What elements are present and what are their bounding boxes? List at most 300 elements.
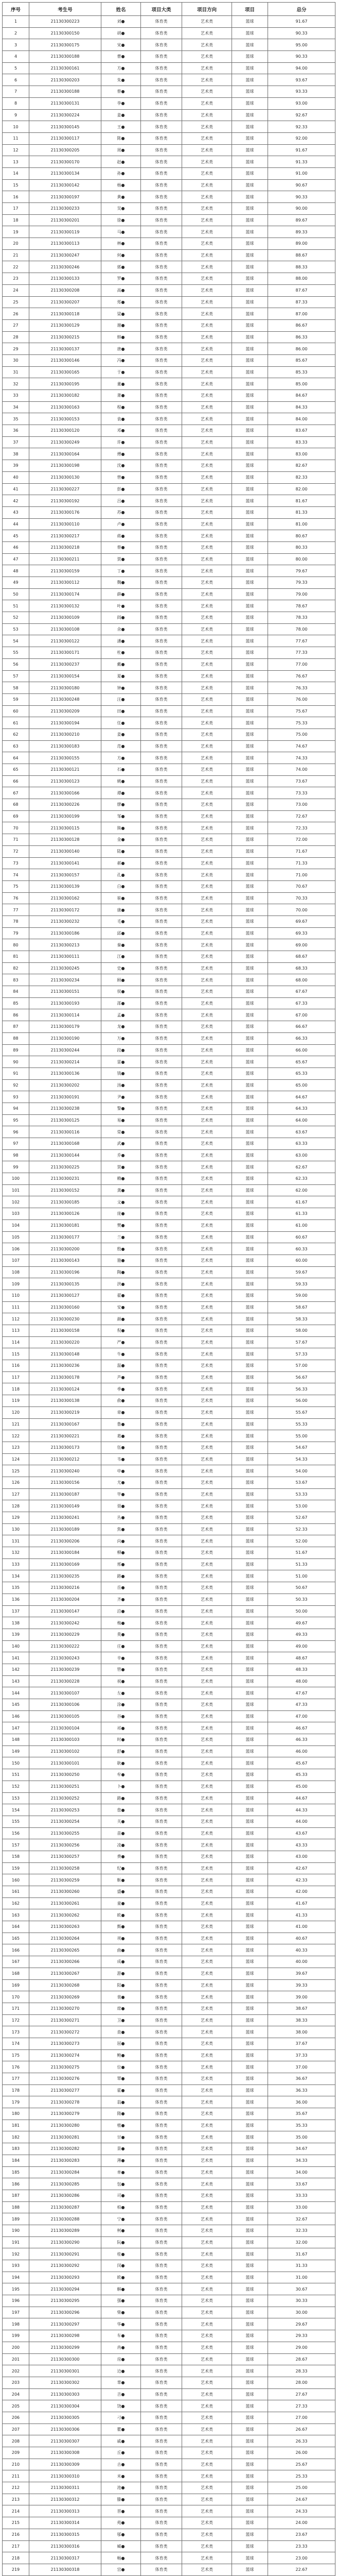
cell-exam-id: 21130300160 xyxy=(29,1301,101,1313)
cell-item: 篮球 xyxy=(232,1488,268,1500)
cell-item: 篮球 xyxy=(232,74,268,86)
table-row xyxy=(3,331,335,343)
cell-seq: 35 xyxy=(3,413,29,425)
cell-category: 体育类 xyxy=(141,541,182,553)
cell-category: 体育类 xyxy=(141,1313,182,1325)
cell-direction: 艺术类 xyxy=(182,1044,232,1056)
cell-score: 27.00 xyxy=(268,2412,335,2424)
cell-exam-id: 21130300246 xyxy=(29,261,101,273)
cell-category: 体育类 xyxy=(141,1500,182,1512)
cell-exam-id: 21130300260 xyxy=(29,1886,101,1898)
cell-item: 篮球 xyxy=(232,1734,268,1746)
cell-name: 蔡● xyxy=(101,86,141,98)
table-row xyxy=(3,1886,335,1898)
cell-exam-id: 21130300163 xyxy=(29,401,101,413)
cell-item: 篮球 xyxy=(232,366,268,378)
cell-item: 篮球 xyxy=(232,51,268,63)
cell-item: 篮球 xyxy=(232,27,268,39)
cell-exam-id: 21130300215 xyxy=(29,331,101,343)
cell-score: 90.33 xyxy=(268,51,335,63)
cell-item: 篮球 xyxy=(232,2435,268,2447)
cell-exam-id: 21130300200 xyxy=(29,1243,101,1255)
cell-direction: 艺术类 xyxy=(182,1827,232,1839)
cell-item: 篮球 xyxy=(232,378,268,390)
cell-seq: 159 xyxy=(3,1862,29,1874)
cell-name: 叶● xyxy=(101,600,141,612)
table-row xyxy=(3,1255,335,1266)
cell-score: 29.00 xyxy=(268,2342,335,2353)
table-row xyxy=(3,658,335,670)
table-row xyxy=(3,2529,335,2540)
cell-category: 体育类 xyxy=(141,1032,182,1044)
cell-category: 体育类 xyxy=(141,2131,182,2143)
cell-item: 篮球 xyxy=(232,390,268,402)
table-row xyxy=(3,1979,335,1991)
cell-score: 83.33 xyxy=(268,436,335,448)
cell-item: 篮球 xyxy=(232,401,268,413)
cell-exam-id: 21130300255 xyxy=(29,1827,101,1839)
cell-exam-id: 21130300123 xyxy=(29,775,101,787)
cell-name: 时● xyxy=(101,1734,141,1746)
cell-name: 丁● xyxy=(101,565,141,577)
cell-seq: 216 xyxy=(3,2529,29,2540)
cell-exam-id: 21130300281 xyxy=(29,2131,101,2143)
cell-seq: 11 xyxy=(3,132,29,144)
header-name: 姓名 xyxy=(101,3,141,16)
cell-score: 62.33 xyxy=(268,1173,335,1185)
table-row xyxy=(3,1126,335,1138)
cell-score: 67.00 xyxy=(268,1009,335,1021)
cell-exam-id: 21130300294 xyxy=(29,2283,101,2295)
cell-category: 体育类 xyxy=(141,658,182,670)
cell-seq: 39 xyxy=(3,460,29,472)
cell-item: 篮球 xyxy=(232,1430,268,1442)
cell-name: 文● xyxy=(101,1196,141,1208)
cell-category: 体育类 xyxy=(141,553,182,565)
cell-category: 体育类 xyxy=(141,249,182,261)
table-row xyxy=(3,506,335,518)
cell-category: 体育类 xyxy=(141,1594,182,1605)
table-row xyxy=(3,460,335,472)
cell-seq: 44 xyxy=(3,518,29,530)
cell-exam-id: 21130300174 xyxy=(29,588,101,600)
cell-category: 体育类 xyxy=(141,1325,182,1337)
cell-seq: 38 xyxy=(3,448,29,460)
table-row xyxy=(3,565,335,577)
cell-score: 82.67 xyxy=(268,460,335,472)
table-row xyxy=(3,471,335,483)
cell-direction: 艺术类 xyxy=(182,1079,232,1091)
cell-name: 华● xyxy=(101,2318,141,2330)
cell-exam-id: 21130300196 xyxy=(29,1266,101,1278)
cell-item: 篮球 xyxy=(232,1056,268,1068)
cell-name: 蔡● xyxy=(101,541,141,553)
cell-seq: 105 xyxy=(3,1231,29,1243)
cell-seq: 1 xyxy=(3,16,29,28)
cell-name: 卜● xyxy=(101,1781,141,1792)
cell-item: 篮球 xyxy=(232,425,268,437)
cell-exam-id: 21130300133 xyxy=(29,273,101,285)
cell-direction: 艺术类 xyxy=(182,1056,232,1068)
table-row xyxy=(3,1617,335,1629)
cell-item: 篮球 xyxy=(232,1991,268,2003)
cell-exam-id: 21130300247 xyxy=(29,249,101,261)
cell-direction: 艺术类 xyxy=(182,2552,232,2564)
cell-seq: 108 xyxy=(3,1266,29,1278)
cell-seq: 128 xyxy=(3,1500,29,1512)
table-row xyxy=(3,1138,335,1150)
cell-category: 体育类 xyxy=(141,2084,182,2096)
cell-category: 体育类 xyxy=(141,1418,182,1430)
cell-exam-id: 21130300205 xyxy=(29,144,101,156)
cell-exam-id: 21130300182 xyxy=(29,390,101,402)
header-exam-id: 考生号 xyxy=(29,3,101,16)
cell-exam-id: 21130300239 xyxy=(29,1664,101,1675)
cell-name: 秦● xyxy=(101,939,141,951)
table-row xyxy=(3,2482,335,2494)
cell-seq: 12 xyxy=(3,144,29,156)
cell-category: 体育类 xyxy=(141,2283,182,2295)
cell-direction: 艺术类 xyxy=(182,378,232,390)
cell-seq: 51 xyxy=(3,600,29,612)
cell-score: 36.67 xyxy=(268,2073,335,2085)
cell-score: 41.33 xyxy=(268,1909,335,1921)
cell-name: 谭● xyxy=(101,787,141,799)
cell-direction: 艺术类 xyxy=(182,658,232,670)
cell-item: 篮球 xyxy=(232,2213,268,2225)
cell-score: 60.00 xyxy=(268,1255,335,1266)
table-row xyxy=(3,1968,335,1979)
cell-category: 体育类 xyxy=(141,1149,182,1161)
cell-exam-id: 21130300307 xyxy=(29,2435,101,2447)
cell-score: 50.00 xyxy=(268,1605,335,1617)
cell-name: 柳● xyxy=(101,1547,141,1559)
cell-category: 体育类 xyxy=(141,1979,182,1991)
cell-name: 刁● xyxy=(101,2412,141,2424)
table-row xyxy=(3,2260,335,2272)
cell-direction: 艺术类 xyxy=(182,1465,232,1477)
cell-exam-id: 21130300264 xyxy=(29,1933,101,1944)
cell-category: 体育类 xyxy=(141,986,182,998)
cell-score: 45.67 xyxy=(268,1757,335,1769)
table-row xyxy=(3,2190,335,2201)
cell-item: 篮球 xyxy=(232,974,268,986)
cell-item: 篮球 xyxy=(232,62,268,74)
cell-seq: 126 xyxy=(3,1477,29,1488)
table-row xyxy=(3,436,335,448)
cell-name: 温● xyxy=(101,1360,141,1372)
table-row xyxy=(3,2424,335,2435)
cell-item: 篮球 xyxy=(232,541,268,553)
cell-direction: 艺术类 xyxy=(182,273,232,285)
cell-category: 体育类 xyxy=(141,2003,182,2014)
cell-seq: 167 xyxy=(3,1956,29,1968)
cell-name: 程● xyxy=(101,401,141,413)
cell-seq: 94 xyxy=(3,1103,29,1114)
cell-seq: 197 xyxy=(3,2307,29,2318)
cell-exam-id: 21130300199 xyxy=(29,810,101,822)
cell-name: 董● xyxy=(101,378,141,390)
cell-seq: 66 xyxy=(3,775,29,787)
table-row xyxy=(3,1582,335,1594)
cell-name: 位● xyxy=(101,2061,141,2073)
cell-category: 体育类 xyxy=(141,401,182,413)
cell-exam-id: 21130300189 xyxy=(29,1523,101,1535)
cell-direction: 艺术类 xyxy=(182,647,232,659)
cell-direction: 艺术类 xyxy=(182,588,232,600)
cell-name: 孟● xyxy=(101,1009,141,1021)
cell-seq: 174 xyxy=(3,2038,29,2049)
table-row xyxy=(3,1371,335,1383)
cell-category: 体育类 xyxy=(141,1360,182,1372)
cell-exam-id: 21130300190 xyxy=(29,1032,101,1044)
cell-seq: 162 xyxy=(3,1897,29,1909)
cell-direction: 艺术类 xyxy=(182,308,232,320)
cell-seq: 25 xyxy=(3,296,29,308)
table-row xyxy=(3,39,335,51)
cell-score: 91.00 xyxy=(268,167,335,179)
cell-exam-id: 21130300203 xyxy=(29,74,101,86)
table-row xyxy=(3,1594,335,1605)
cell-name: 安● xyxy=(101,1301,141,1313)
cell-direction: 艺术类 xyxy=(182,2412,232,2424)
cell-score: 40.00 xyxy=(268,1956,335,1968)
table-row xyxy=(3,670,335,682)
cell-category: 体育类 xyxy=(141,787,182,799)
cell-name: 段● xyxy=(101,1044,141,1056)
cell-seq: 20 xyxy=(3,238,29,250)
cell-score: 91.67 xyxy=(268,16,335,28)
cell-direction: 艺术类 xyxy=(182,2517,232,2529)
cell-score: 61.00 xyxy=(268,1219,335,1231)
cell-category: 体育类 xyxy=(141,1067,182,1079)
cell-name: 凌● xyxy=(101,1839,141,1851)
cell-name: 魏● xyxy=(101,577,141,589)
cell-direction: 艺术类 xyxy=(182,1921,232,1933)
cell-seq: 180 xyxy=(3,2108,29,2120)
cell-exam-id: 21130300175 xyxy=(29,39,101,51)
table-row xyxy=(3,1745,335,1757)
cell-category: 体育类 xyxy=(141,2061,182,2073)
cell-exam-id: 21130300216 xyxy=(29,1582,101,1594)
cell-name: 冉● xyxy=(101,2342,141,2353)
cell-category: 体育类 xyxy=(141,927,182,939)
cell-item: 篮球 xyxy=(232,1816,268,1827)
table-row xyxy=(3,635,335,647)
cell-category: 体育类 xyxy=(141,1512,182,1524)
cell-name: 苏● xyxy=(101,506,141,518)
cell-score: 48.33 xyxy=(268,1664,335,1675)
table-row xyxy=(3,2014,335,2026)
cell-category: 体育类 xyxy=(141,682,182,694)
cell-name: 莫● xyxy=(101,1629,141,1640)
cell-item: 篮球 xyxy=(232,1862,268,1874)
table-row xyxy=(3,2248,335,2260)
cell-name: 查● xyxy=(101,2026,141,2038)
cell-exam-id: 21130300241 xyxy=(29,1512,101,1524)
cell-category: 体育类 xyxy=(141,1126,182,1138)
cell-direction: 艺术类 xyxy=(182,1804,232,1816)
cell-direction: 艺术类 xyxy=(182,670,232,682)
cell-score: 67.67 xyxy=(268,986,335,998)
cell-item: 篮球 xyxy=(232,1442,268,1453)
cell-category: 体育类 xyxy=(141,2272,182,2283)
cell-item: 篮球 xyxy=(232,1664,268,1675)
cell-score: 87.67 xyxy=(268,284,335,296)
cell-name: 宫● xyxy=(101,2564,141,2575)
cell-name: 常● xyxy=(101,1126,141,1138)
cell-item: 篮球 xyxy=(232,962,268,974)
cell-score: 44.00 xyxy=(268,1816,335,1827)
table-row xyxy=(3,1535,335,1547)
table-row xyxy=(3,2131,335,2143)
cell-seq: 195 xyxy=(3,2283,29,2295)
cell-seq: 60 xyxy=(3,705,29,717)
cell-category: 体育类 xyxy=(141,880,182,892)
cell-category: 体育类 xyxy=(141,16,182,28)
cell-exam-id: 21130300137 xyxy=(29,343,101,355)
cell-score: 90.67 xyxy=(268,179,335,191)
cell-score: 33.00 xyxy=(268,2201,335,2213)
table-row xyxy=(3,378,335,390)
cell-direction: 艺术类 xyxy=(182,869,232,881)
cell-category: 体育类 xyxy=(141,647,182,659)
cell-score: 69.00 xyxy=(268,939,335,951)
cell-exam-id: 21130300308 xyxy=(29,2447,101,2459)
cell-item: 篮球 xyxy=(232,1208,268,1220)
cell-exam-id: 21130300173 xyxy=(29,1442,101,1453)
cell-category: 体育类 xyxy=(141,448,182,460)
cell-name: 顾● xyxy=(101,974,141,986)
cell-seq: 202 xyxy=(3,2365,29,2377)
cell-name: 臧● xyxy=(101,2540,141,2552)
cell-seq: 100 xyxy=(3,1173,29,1185)
cell-item: 篮球 xyxy=(232,705,268,717)
cell-item: 篮球 xyxy=(232,787,268,799)
cell-category: 体育类 xyxy=(141,273,182,285)
cell-exam-id: 21130300231 xyxy=(29,1173,101,1185)
cell-item: 篮球 xyxy=(232,471,268,483)
table-row xyxy=(3,1360,335,1372)
cell-name: 徐● xyxy=(101,214,141,226)
cell-item: 篮球 xyxy=(232,132,268,144)
cell-name: 许● xyxy=(101,436,141,448)
cell-name: 俞● xyxy=(101,1395,141,1407)
cell-seq: 76 xyxy=(3,892,29,904)
cell-score: 52.00 xyxy=(268,1535,335,1547)
cell-name: 毕● xyxy=(101,1488,141,1500)
cell-score: 42.00 xyxy=(268,1886,335,1898)
cell-name: 林● xyxy=(101,238,141,250)
cell-item: 篮球 xyxy=(232,1313,268,1325)
cell-direction: 艺术类 xyxy=(182,1792,232,1804)
table-row xyxy=(3,121,335,133)
table-row xyxy=(3,2213,335,2225)
cell-category: 体育类 xyxy=(141,191,182,203)
cell-name: 韦● xyxy=(101,1453,141,1465)
cell-category: 体育类 xyxy=(141,1570,182,1582)
cell-seq: 97 xyxy=(3,1138,29,1150)
table-row xyxy=(3,927,335,939)
cell-name: 尹● xyxy=(101,1091,141,1103)
cell-name: 夏● xyxy=(101,670,141,682)
cell-score: 46.33 xyxy=(268,1734,335,1746)
cell-category: 体育类 xyxy=(141,1991,182,2003)
cell-category: 体育类 xyxy=(141,1897,182,1909)
cell-exam-id: 21130300254 xyxy=(29,1816,101,1827)
cell-seq: 93 xyxy=(3,1091,29,1103)
cell-score: 73.33 xyxy=(268,787,335,799)
cell-direction: 艺术类 xyxy=(182,1336,232,1348)
cell-item: 篮球 xyxy=(232,1278,268,1290)
table-row xyxy=(3,951,335,963)
cell-direction: 艺术类 xyxy=(182,2424,232,2435)
cell-name: 黄● xyxy=(101,191,141,203)
cell-exam-id: 21130300165 xyxy=(29,366,101,378)
cell-direction: 艺术类 xyxy=(182,2026,232,2038)
cell-direction: 艺术类 xyxy=(182,916,232,927)
cell-direction: 艺术类 xyxy=(182,2213,232,2225)
cell-category: 体育类 xyxy=(141,1745,182,1757)
cell-direction: 艺术类 xyxy=(182,1886,232,1898)
cell-seq: 24 xyxy=(3,284,29,296)
cell-seq: 179 xyxy=(3,2096,29,2108)
table-row xyxy=(3,1523,335,1535)
cell-direction: 艺术类 xyxy=(182,1991,232,2003)
table-row xyxy=(3,1792,335,1804)
cell-name: 芦● xyxy=(101,1371,141,1383)
table-row xyxy=(3,717,335,729)
cell-item: 篮球 xyxy=(232,1173,268,1185)
cell-direction: 艺术类 xyxy=(182,1231,232,1243)
cell-exam-id: 21130300110 xyxy=(29,518,101,530)
cell-exam-id: 21130300279 xyxy=(29,2108,101,2120)
cell-name: 姜● xyxy=(101,728,141,740)
cell-direction: 艺术类 xyxy=(182,203,232,215)
cell-score: 77.33 xyxy=(268,647,335,659)
cell-seq: 65 xyxy=(3,764,29,776)
cell-direction: 艺术类 xyxy=(182,1710,232,1722)
cell-name: 吉● xyxy=(101,2388,141,2400)
cell-seq: 3 xyxy=(3,39,29,51)
cell-seq: 16 xyxy=(3,191,29,203)
cell-score: 28.67 xyxy=(268,2353,335,2365)
cell-item: 篮球 xyxy=(232,1897,268,1909)
cell-category: 体育类 xyxy=(141,1219,182,1231)
cell-seq: 149 xyxy=(3,1745,29,1757)
cell-exam-id: 21130300204 xyxy=(29,1594,101,1605)
cell-score: 81.67 xyxy=(268,495,335,507)
cell-direction: 艺术类 xyxy=(182,1243,232,1255)
cell-name: 卢● xyxy=(101,518,141,530)
cell-exam-id: 21130300295 xyxy=(29,2295,101,2307)
cell-direction: 艺术类 xyxy=(182,2049,232,2061)
cell-name: 钟● xyxy=(101,682,141,694)
cell-item: 篮球 xyxy=(232,1512,268,1524)
cell-name: 梅● xyxy=(101,1617,141,1629)
cell-name: 卫● xyxy=(101,2014,141,2026)
cell-direction: 艺术类 xyxy=(182,1594,232,1605)
cell-category: 体育类 xyxy=(141,2517,182,2529)
cell-category: 体育类 xyxy=(141,2388,182,2400)
cell-name: 于● xyxy=(101,366,141,378)
cell-seq: 27 xyxy=(3,319,29,331)
table-row xyxy=(3,97,335,109)
cell-name: 祝● xyxy=(101,1675,141,1687)
cell-direction: 艺术类 xyxy=(182,1605,232,1617)
table-row xyxy=(3,1103,335,1114)
cell-item: 篮球 xyxy=(232,2388,268,2400)
